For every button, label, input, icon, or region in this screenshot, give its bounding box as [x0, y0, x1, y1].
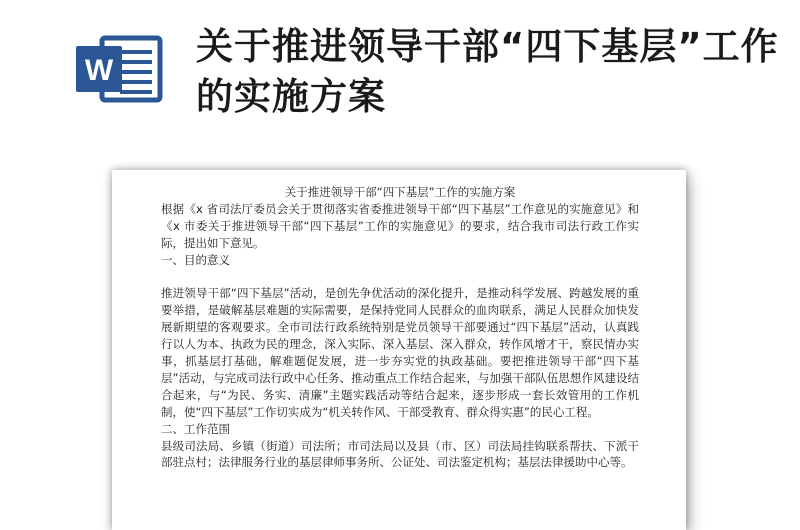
section-heading-purpose: 一、目的意义 — [161, 252, 230, 267]
document-body — [161, 184, 639, 471]
paragraph-gap — [161, 269, 639, 286]
page-title: 关于推进领导干部“四下基层”工作的实施方案 — [196, 25, 779, 118]
intro-paragraph: 根据《x 省司法厅委员会关于贯彻落实省委推进领导干部“四下基层”工作意见的实施意见》和《x 市委关于推进领导干部“四下基层”工作的实施意见》的要求，结合我市司法行政工作实际，提出如下意见。 — [161, 201, 639, 250]
document-title: 关于推进领导干部“四下基层”工作的实施方案 — [284, 185, 516, 199]
word-icon-letter: W — [84, 54, 114, 87]
word-app-icon — [74, 34, 164, 104]
section-heading-scope: 二、工作范围 — [161, 421, 230, 436]
header — [0, 0, 800, 160]
section-body-scope: 县级司法局、乡镇（街道）司法所；市司法局以及县（市、区）司法局挂钩联系帮扶、下派干部驻点村；法律服务行业的基层律师事务所、公证处、司法鉴定机构；基层法律援助中心等。 — [161, 438, 639, 470]
section-body-purpose: 推进领导干部“四下基层”活动，是创先争优活动的深化提升，是推动科学发展、跨越发展的重要举措，是破解基层难题的实际需要，是保持党同人民群众的血肉联系，满足人民群众加快发展新期望的客观要求。全市司法行政系统特别是党员领导干部要通过“四下基层”活动，认真践行以人为本、执政为民的理念，深入实际、深入基层、深入群众，转作风增才干，察民情办实事，抓基层打基础，解难题促发展，进一步夯实党的执政基础。要把推进领导干部“四下基层”活动，与完成司法行政中心任务、推动重点工作结合起来，与加强干部队伍思想作风建设结合起来，与“为民、务实、清廉”主题实践活动等结合起来，逐步形成一套长效管用的工作机制，使“四下基层”工作切实成为“机关转作风、干部受教育、群众得实惠”的民心工程。 — [161, 286, 639, 419]
document-page — [112, 170, 686, 530]
